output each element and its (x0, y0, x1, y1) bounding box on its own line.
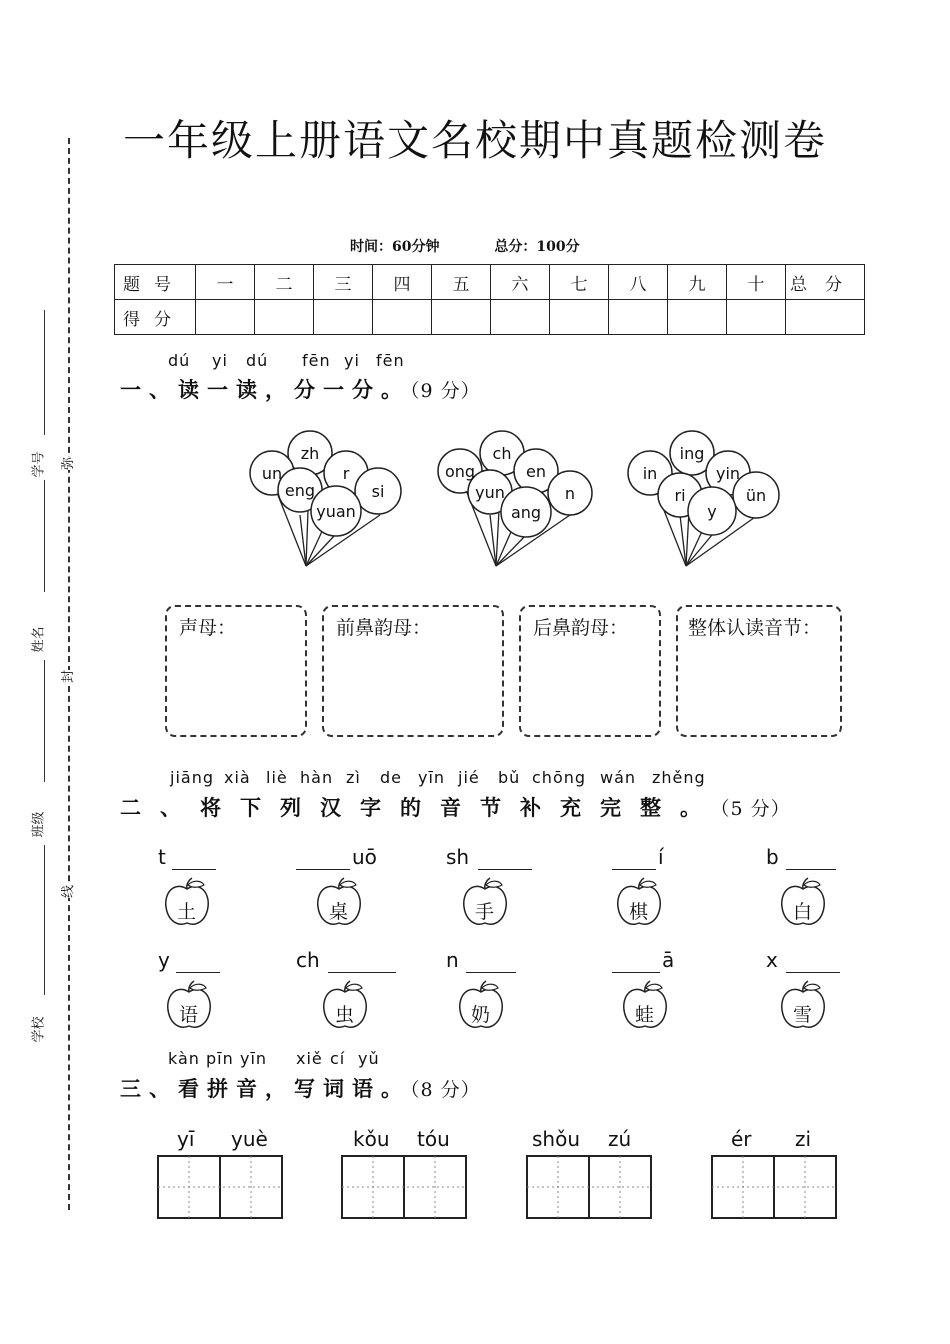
score-cell[interactable] (609, 300, 668, 335)
binding-word-feng: 封 (55, 670, 78, 683)
word-grid-2: kǒu tóu (341, 1125, 467, 1221)
fill-item: y 语 (158, 948, 248, 1048)
score-cell[interactable] (314, 300, 373, 335)
box-whole-syllables-label: 整体认读音节： (688, 617, 822, 639)
balloon-label: eng (284, 481, 316, 500)
box-initials-label: 声母： (179, 617, 237, 639)
section3-heading (120, 1073, 481, 1103)
score-table-total-label: 总分 (786, 265, 865, 300)
binding-label-school: 学校 (31, 1016, 47, 1043)
balloon-group-2 (430, 425, 600, 575)
answer-blank[interactable] (172, 869, 216, 870)
score-cell[interactable] (491, 300, 550, 335)
apple-character: 土 (177, 901, 197, 923)
balloon-label: ch (492, 444, 512, 463)
answer-blank[interactable] (296, 869, 350, 870)
box-initials[interactable] (165, 605, 307, 737)
box-back-nasal-label: 后鼻韵母： (533, 617, 629, 639)
score-table-col: 五 (432, 265, 491, 300)
box-back-nasal[interactable] (519, 605, 661, 737)
balloon-label: n (564, 484, 576, 503)
box-whole-syllables[interactable] (676, 605, 842, 737)
answer-blank[interactable] (478, 869, 532, 870)
score-cell[interactable] (255, 300, 314, 335)
fill-item: uō 桌 (296, 845, 386, 945)
fill-item: n 奶 (446, 948, 536, 1048)
section2-title: 二、将下列汉字的音节补充完整。 (120, 796, 720, 820)
score-table-col: 一 (196, 265, 255, 300)
answer-blank[interactable] (786, 972, 840, 973)
score-table-col: 十 (727, 265, 786, 300)
balloon-label: si (371, 482, 385, 501)
fill-item: ā 蛙 (612, 948, 702, 1048)
fill-item: x 雪 (766, 948, 856, 1048)
score-table-row2-label: 得分 (115, 300, 196, 335)
score-table-col: 七 (550, 265, 609, 300)
score-table-row1-label: 题号 (115, 265, 196, 300)
answer-blank[interactable] (786, 869, 836, 870)
balloon-label: en (526, 462, 546, 481)
balloon-label: yin (715, 464, 741, 483)
score-table-col: 八 (609, 265, 668, 300)
balloon-label: r (342, 464, 350, 483)
section3-title: 三、看拼音，写词语。 (120, 1077, 410, 1101)
apple-character: 棋 (629, 901, 649, 923)
score-table-col: 三 (314, 265, 373, 300)
fill-item: sh 手 (446, 845, 536, 945)
score-table-col: 二 (255, 265, 314, 300)
score-table-col: 九 (668, 265, 727, 300)
section3-points: （8 分） (410, 1079, 481, 1101)
binding-blank-name (44, 660, 45, 782)
box-front-nasal-label: 前鼻韵母： (336, 617, 432, 639)
apple-character: 奶 (471, 1004, 491, 1026)
balloon-label: yun (475, 483, 505, 502)
section1-points: （9 分） (410, 380, 481, 402)
exam-time: 时间：60分钟 (350, 239, 440, 255)
word-grid-3: shǒu zú (526, 1125, 652, 1221)
score-cell[interactable] (373, 300, 432, 335)
score-cell[interactable] (727, 300, 786, 335)
fill-item: í 棋 (612, 845, 702, 945)
apple-character: 语 (179, 1004, 199, 1026)
balloon-label: un (261, 464, 283, 483)
apple-character: 桌 (329, 901, 349, 923)
section1-heading (120, 374, 481, 404)
writing-grid[interactable] (341, 1155, 467, 1219)
score-cell[interactable] (432, 300, 491, 335)
section2-pinyin: jiāng xià liè hàn zì de yīn jié bǔ chōng wán zhěng (170, 768, 706, 787)
score-cell[interactable] (786, 300, 865, 335)
answer-blank[interactable] (328, 972, 396, 973)
box-front-nasal[interactable] (322, 605, 504, 737)
binding-label-student-id: 学号 (31, 451, 47, 478)
section3-pinyin: kàn pīn yīn xiě cí yǔ (168, 1049, 380, 1068)
writing-grid[interactable] (157, 1155, 283, 1219)
fill-item: t 土 (158, 845, 248, 945)
apple-character: 手 (475, 901, 495, 923)
writing-grid[interactable] (526, 1155, 652, 1219)
word-grid-1: yī yuè (157, 1125, 283, 1221)
balloon-label: in (642, 464, 658, 483)
exam-total: 总分：100分 (494, 239, 580, 255)
balloon-label: ri (674, 486, 686, 505)
word-grid-4: ér zi (711, 1125, 837, 1221)
binding-label-name: 姓名 (31, 626, 47, 653)
balloon-label: y (707, 502, 717, 521)
answer-blank[interactable] (612, 869, 656, 870)
score-cell[interactable] (668, 300, 727, 335)
score-table (114, 264, 865, 335)
score-cell[interactable] (550, 300, 609, 335)
writing-grid[interactable] (711, 1155, 837, 1219)
binding-label-class: 班级 (31, 811, 47, 838)
section2-points: （5 分） (720, 798, 791, 820)
balloon-label: ong (444, 462, 476, 481)
exam-meta (350, 236, 630, 256)
answer-blank[interactable] (612, 972, 660, 973)
section2-heading (120, 792, 791, 822)
fill-item: b 白 (766, 845, 856, 945)
balloon-label: yuan (316, 502, 356, 521)
binding-word-xian: 线 (55, 885, 78, 898)
section1-title: 一、读一读，分一分。 (120, 378, 410, 402)
balloon-label: ang (510, 503, 542, 522)
answer-blank[interactable] (176, 972, 220, 973)
apple-character: 雪 (793, 1004, 813, 1026)
score-table-score-row (115, 300, 865, 335)
balloon-label: ing (679, 444, 705, 463)
binding-word-mi: 弥 (55, 457, 78, 470)
answer-blank[interactable] (466, 972, 516, 973)
score-table-col: 六 (491, 265, 550, 300)
score-cell[interactable] (196, 300, 255, 335)
section1-pinyin: dú yi dú fēn yi fēn (168, 351, 405, 370)
score-table-col: 四 (373, 265, 432, 300)
binding-blank-class (44, 845, 45, 995)
apple-character: 蛙 (635, 1004, 655, 1026)
score-table-header-row (115, 265, 865, 300)
apple-character: 虫 (335, 1004, 355, 1026)
balloon-label: ün (745, 486, 767, 505)
balloon-group-3 (620, 425, 790, 575)
apple-character: 白 (793, 901, 813, 923)
exam-title: 一年级上册语文名校期中真题检测卷 (122, 116, 827, 165)
binding-blank-student-id (44, 310, 45, 435)
balloon-label: zh (300, 444, 320, 463)
balloon-group-1 (240, 425, 410, 575)
binding-blank-2 (44, 480, 45, 592)
fill-item: ch 虫 (296, 948, 386, 1048)
